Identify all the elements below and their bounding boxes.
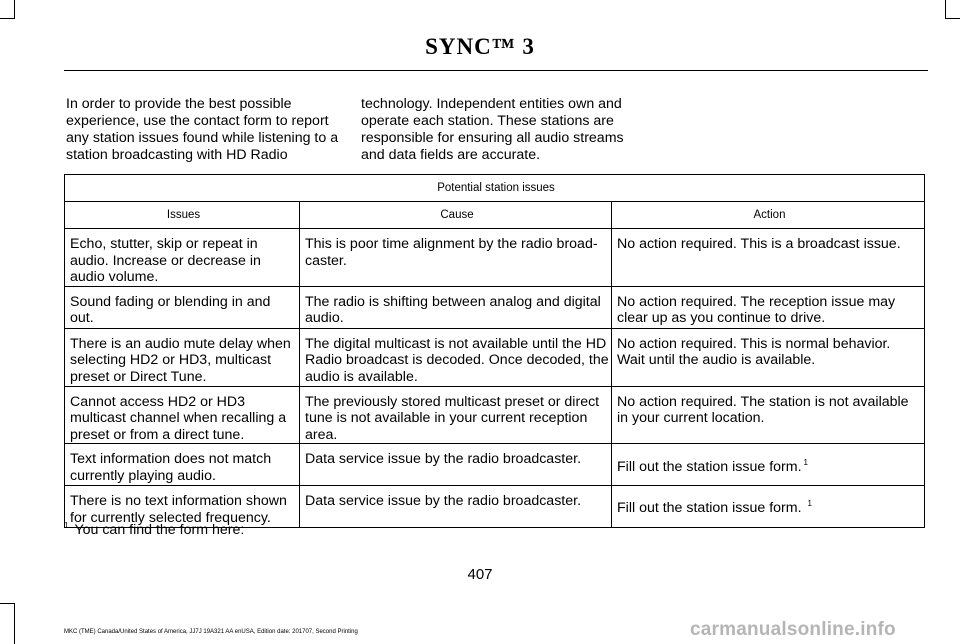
crop-mark-top-right [945,0,960,19]
issue-cell: There is no text information shown for currently selected frequency. [65,486,300,527]
watermark: carmanualsonline.info [690,619,896,640]
column-header-cause: Cause [300,202,612,229]
cause-cell: Data service issue by the radio broadcaster. [300,486,612,527]
column-header-issues: Issues [65,202,300,229]
intro-paragraph-column-1: In order to provide the best possible experience, use the contact form to report any station issues found while listening to a station broadcasting with HD Radio [66,96,339,163]
issue-cell: Echo, stutter, skip or repeat in audio. Increase or decrease in audio volume. [65,229,300,287]
footnote-text: You can find the form here: [74,522,245,538]
header-divider [64,70,928,71]
action-cell: No action required. This is normal behavior. Wait until the audio is available. [612,328,925,386]
footnote-reference: 1 [807,499,812,509]
action-cell: No action required. The station is not available in your current location. [612,386,925,444]
action-cell [612,444,925,486]
cause-cell: The digital multicast is not available until the HD Radio broadcast is decoded. Once decoded, the audio is available. [300,328,612,386]
crop-mark-bottom-left [0,603,15,644]
page-title: SYNC™ 3 [425,34,535,59]
table-row [65,328,925,386]
action-text: Fill out the station issue form. [617,458,802,475]
footnote-marker: 1 [64,521,69,530]
table-row [65,229,925,287]
table-caption: Potential station issues [65,175,925,202]
footnote-reference: 1 [803,457,808,467]
page-number: 407 [467,566,493,583]
station-issues-table [64,174,925,528]
print-edition-footer: MKC (TME) Canada/United States of America, JJ7J 19A321 AA enUSA, Edition date: 201707, Second Printing [64,629,358,635]
intro-paragraph-column-2: technology. Independent entities own and operate each station. These stations are responsible for ensuring all audio streams and data fields are accurate. [361,96,624,163]
cause-cell: The radio is shifting between analog and digital audio. [300,286,612,328]
footnote [64,521,244,538]
table-row [65,286,925,328]
cause-cell: This is poor time alignment by the radio broad-caster. [300,229,612,287]
table-row [65,444,925,486]
action-cell: No action required. The reception issue may clear up as you continue to drive. [612,286,925,328]
issue-cell: Sound fading or blending in and out. [65,286,300,328]
issue-cell: Text information does not match currently playing audio. [65,444,300,486]
crop-mark-top-left [0,0,15,19]
action-cell: No action required. This is a broadcast issue. [612,229,925,287]
cause-cell: The previously stored multicast preset or direct tune is not available in your current reception area. [300,386,612,444]
action-cell [612,486,925,527]
table-row [65,386,925,444]
issue-cell: Cannot access HD2 or HD3 multicast channel when recalling a preset or from a direct tune. [65,386,300,444]
action-text: Fill out the station issue form. [617,500,806,517]
issue-cell: There is an audio mute delay when selecting HD2 or HD3, multicast preset or Direct Tune. [65,328,300,386]
cause-cell: Data service issue by the radio broadcaster. [300,444,612,486]
column-header-action: Action [612,202,925,229]
